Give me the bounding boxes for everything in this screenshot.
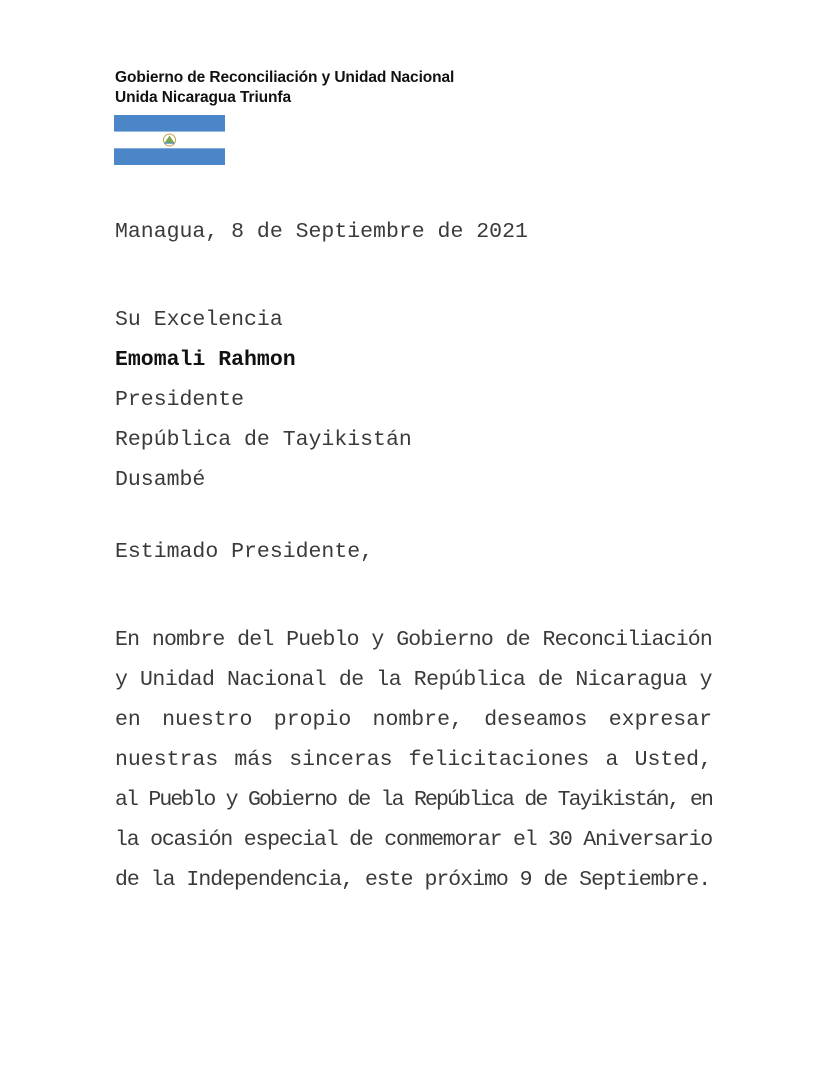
body-line: la ocasión especial de conmemorar el 30 Aniversario [115,828,712,852]
letterhead-slogan: Unida Nicaragua Triunfa [115,89,291,106]
recipient-country: República de Tayikistán [115,428,412,452]
recipient-name: Emomali Rahmon [115,348,296,372]
body-line: nuestras más sinceras felicitaciones a Usted, [115,748,712,772]
nicaragua-flag-icon [114,115,225,165]
letter-date: Managua, 8 de Septiembre de 2021 [115,220,528,244]
letter-body [115,620,712,900]
body-line: En nombre del Pueblo y Gobierno de Reconciliación [115,628,712,652]
body-line: en nuestro propio nombre, deseamos expresar [115,708,712,732]
recipient-title: Presidente [115,388,245,412]
body-line: de la Independencia, este próximo 9 de Septiembre. [115,868,711,892]
salutation: Estimado Presidente, [115,540,374,564]
letterhead [115,68,454,108]
body-line: al Pueblo y Gobierno de la República de Tayikistán, en [115,788,712,812]
body-line: y Unidad Nacional de la República de Nicaragua y [115,668,712,692]
recipient-block [115,300,412,500]
recipient-honorific: Su Excelencia [115,308,283,332]
letterhead-government: Gobierno de Reconciliación y Unidad Nacional [115,69,455,86]
recipient-city: Dusambé [115,468,206,492]
